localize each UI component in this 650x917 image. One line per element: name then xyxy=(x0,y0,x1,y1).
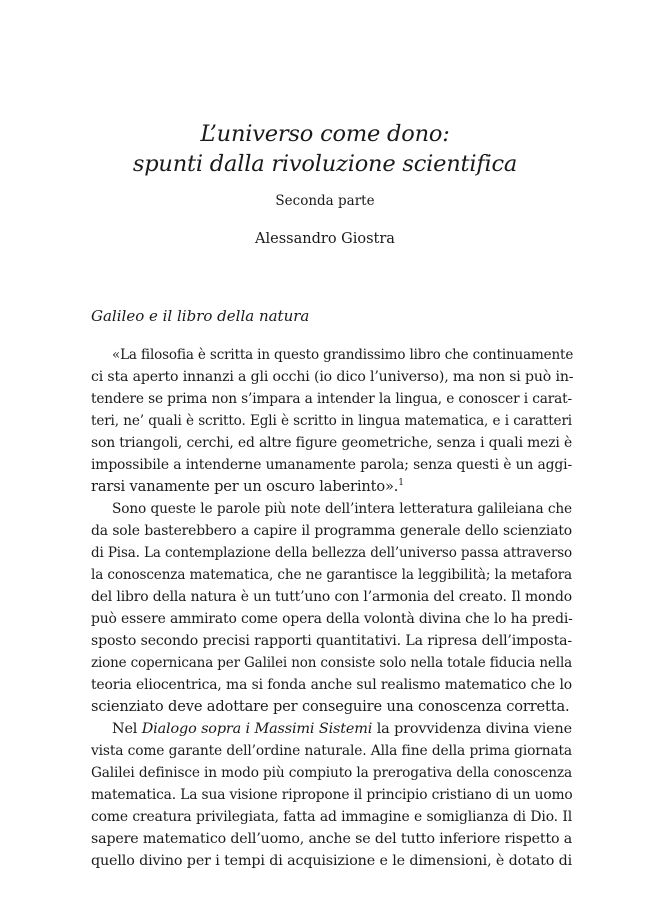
text-line: teri, ne’ quali è scritto. Egli è scritto in lingua matematica, e i caratteri xyxy=(91,413,572,429)
chapter-subtitle: Seconda parte xyxy=(275,193,375,209)
text-line: Sono queste le parole più note dell’intera letteratura galileiana che xyxy=(112,501,572,517)
text-line: di Pisa. La contemplazione della bellezza dell’universo passa attraverso xyxy=(91,545,572,561)
author-name: Alessandro Giostra xyxy=(255,231,395,247)
text-line: son triangoli, cerchi, ed altre figure geometriche, senza i quali mezi è xyxy=(91,435,573,451)
text-line xyxy=(91,477,572,497)
text-line: scienziato deve adottare per conseguire una conoscenza corretta. xyxy=(91,698,570,715)
text-run: la provvidenza divina viene xyxy=(372,721,572,737)
text-line xyxy=(112,719,572,739)
text-line: «La filosofia è scritta in questo grandissimo libro che continuamente xyxy=(112,347,574,363)
quote-end: rarsi vanamente per un oscuro laberinto». xyxy=(91,478,399,495)
text-line: da sole basterebbero a capire il programma generale dello scienziato xyxy=(91,523,572,539)
text-line: quello divino per i tempi di acquisizione e le dimensioni, è dotato di xyxy=(91,853,572,869)
text-run: Nel xyxy=(112,721,142,737)
chapter-title-line-2: spunti dalla rivoluzione scientifica xyxy=(132,151,518,177)
text-line: matematica. La sua visione ripropone il principio cristiano di un uomo xyxy=(91,787,573,803)
section-heading: Galileo e il libro della natura xyxy=(91,307,310,325)
text-line: vista come garante dell’ordine naturale. Alla fine della prima giornata xyxy=(91,743,572,759)
text-line: zione copernicana per Galilei non consiste solo nella totale fiducia nella xyxy=(91,655,573,671)
text-line: può essere ammirato come opera della volontà divina che lo ha predi- xyxy=(91,611,573,627)
chapter-title-line-1: L’universo come dono: xyxy=(200,121,450,147)
book-title-italic: Dialogo sopra i Massimi Sistemi xyxy=(141,721,373,737)
text-line: ci sta aperto innanzi a gli occhi (io dico l’universo), ma non si può in- xyxy=(91,369,574,385)
text-line: sapere matematico dell’uomo, anche se del tutto inferiore rispetto a xyxy=(91,831,573,847)
text-line: Galilei definisce in modo più compiuto la prerogativa della conoscenza xyxy=(91,765,572,781)
footnote-ref: 1 xyxy=(398,478,404,488)
text-line: tendere se prima non s’impara a intender la lingua, e conoscer i carat- xyxy=(91,391,572,407)
text-line: la conoscenza matematica, che ne garantisce la leggibilità; la metafora xyxy=(91,567,572,583)
text-line: come creatura privilegiata, fatta ad immagine e somiglianza di Dio. Il xyxy=(91,809,572,825)
text-line: impossibile a intenderne umanamente parola; senza questi è un aggi- xyxy=(91,457,572,473)
text-line: sposto secondo precisi rapporti quantitativi. La ripresa dell’imposta- xyxy=(91,633,572,649)
text-line: teoria eliocentrica, ma si fonda anche sul realismo matematico che lo xyxy=(91,677,572,693)
text-line: del libro della natura è un tutt’uno con l’armonia del creato. Il mondo xyxy=(91,589,572,605)
